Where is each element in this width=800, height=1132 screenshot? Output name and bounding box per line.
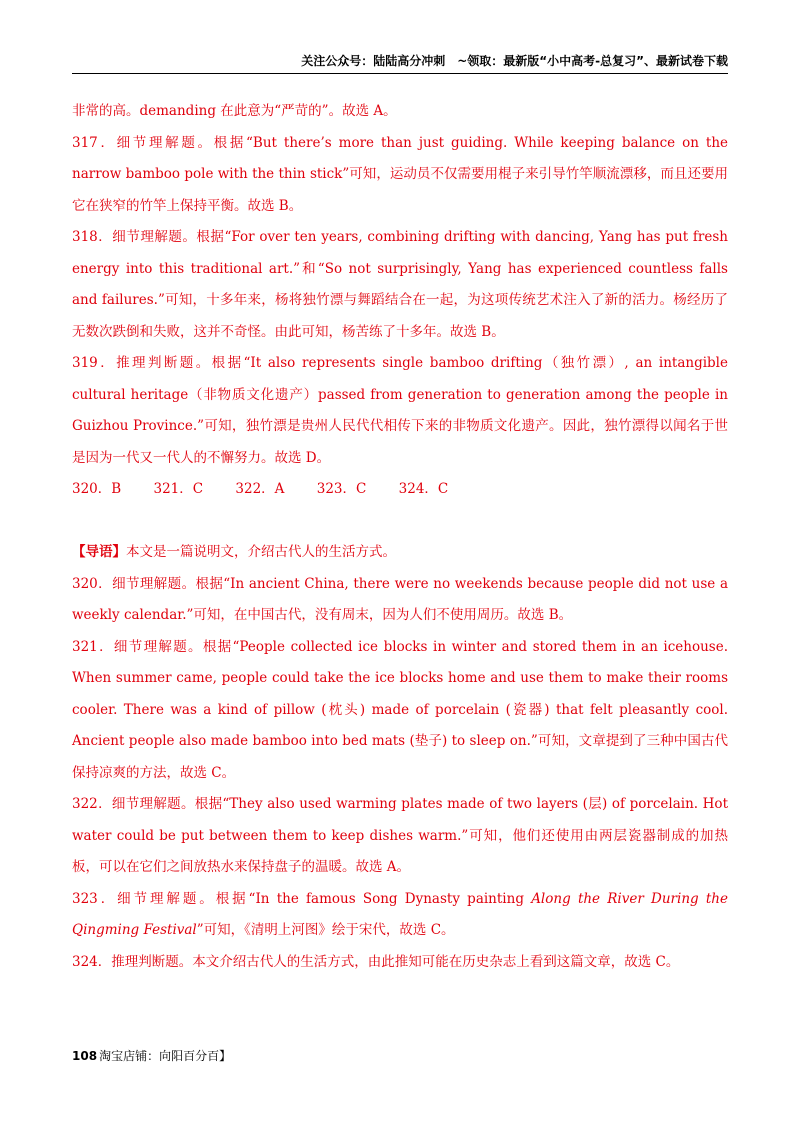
shop-label: 淘宝店铺：向阳百分百】 (99, 1049, 232, 1063)
explanation-318: 318．细节理解题。根据“For over ten years, combining drifting with dancing, Yang has put fresh energy into this traditional art.”和“So not surprisingly, Yang has experienced countless falls and failures.”可知，十多年来，杨将独竹漂与舞蹈结合在一起，为这项传统艺术注入了新的活力。杨经历了无数次跌倒和失败，这并不奇怪。由此可知，杨苦练了十多年。故选 B。 (72, 229, 728, 340)
page-footer (72, 1047, 231, 1064)
page-header: 关注公众号：陆陆高分冲刺 ~领取：最新版“小中高考-总复习”、最新试卷下载 (301, 54, 728, 68)
answer-321: 321．C (153, 481, 204, 497)
answer-324: 324．C (398, 481, 449, 497)
header-divider (72, 73, 728, 74)
answer-323: 323．C (316, 481, 367, 497)
painting-title: Along the River During the Qingming Festival (72, 890, 728, 938)
explanation-323 (72, 884, 728, 947)
lead-in-label: 【导语】 (72, 544, 126, 560)
explanation-322: 322．细节理解题。根据“They also used warming plates made of two layers (层) of porcelain. Hot water could be put between them to keep dishes warm.”可知，他们还使用由两层瓷器制成的加热板，可以在它们之间放热水来保持盘子的温暖。故选 A。 (72, 796, 728, 875)
explanation-317: 317．细节理解题。根据“But there’s more than just guiding. While keeping balance on the narrow bamboo pole with the thin stick”可知，运动员不仅需要用棍子来引导竹竿顺流漂移，而且还要用它在狭窄的竹竿上保持平衡。故选 B。 (72, 134, 728, 214)
explanation-323-start: 323．细节理解题。根据“In the famous Song Dynasty painting (72, 890, 532, 907)
answer-key-row (72, 474, 728, 506)
explanation-319: 319．推理判断题。根据“It also represents single bamboo drifting（独竹漂）, an intangible cultural heritage（非物质文化遗产）passed from generation to generation among the people in Guizhou Province.”可知，独竹漂是贵州人民代代相传下来的非物质文化遗产。因此，独竹漂得以闻名于世是因为一代又一代人的不懈努力。故选 D。 (72, 355, 728, 466)
lead-in (72, 537, 728, 569)
section-gap (72, 506, 728, 538)
lead-in-text: 本文是一篇说明文，介绍古代人的生活方式。 (126, 544, 396, 560)
answer-320: 320．B (72, 481, 122, 497)
explanation-321: 321．细节理解题。根据“People collected ice blocks in winter and stored them in an icehouse. When summer came, people could take the ice blocks home and use them to make their rooms cooler. There was a kind of pillow (枕头) made of porcelain (瓷器) that felt pleasantly cool. Ancient people also made bamboo into bed mats (垫子) to sleep on.”可知，文章提到了三种中国古代保持凉爽的方法，故选 C。 (72, 638, 728, 781)
paragraph-continuation: 非常的高。demanding 在此意为“严苛的”。故选 A。 (72, 103, 397, 119)
answer-explanations (72, 96, 728, 978)
answer-322: 322．A (235, 481, 285, 497)
explanation-324: 324．推理判断题。本文介绍古代人的生活方式，由此推知可能在历史杂志上看到这篇文章，故选 C。 (72, 953, 680, 970)
explanation-320: 320．细节理解题。根据“In ancient China, there were no weekends because people did not use a weekly calendar.”可知，在中国古代，没有周末，因为人们不使用周历。故选 B。 (72, 575, 728, 623)
page-number: 108 (72, 1049, 98, 1063)
explanation-323-end: ”可知，《清明上河图》绘于宋代，故选 C。 (196, 922, 455, 938)
